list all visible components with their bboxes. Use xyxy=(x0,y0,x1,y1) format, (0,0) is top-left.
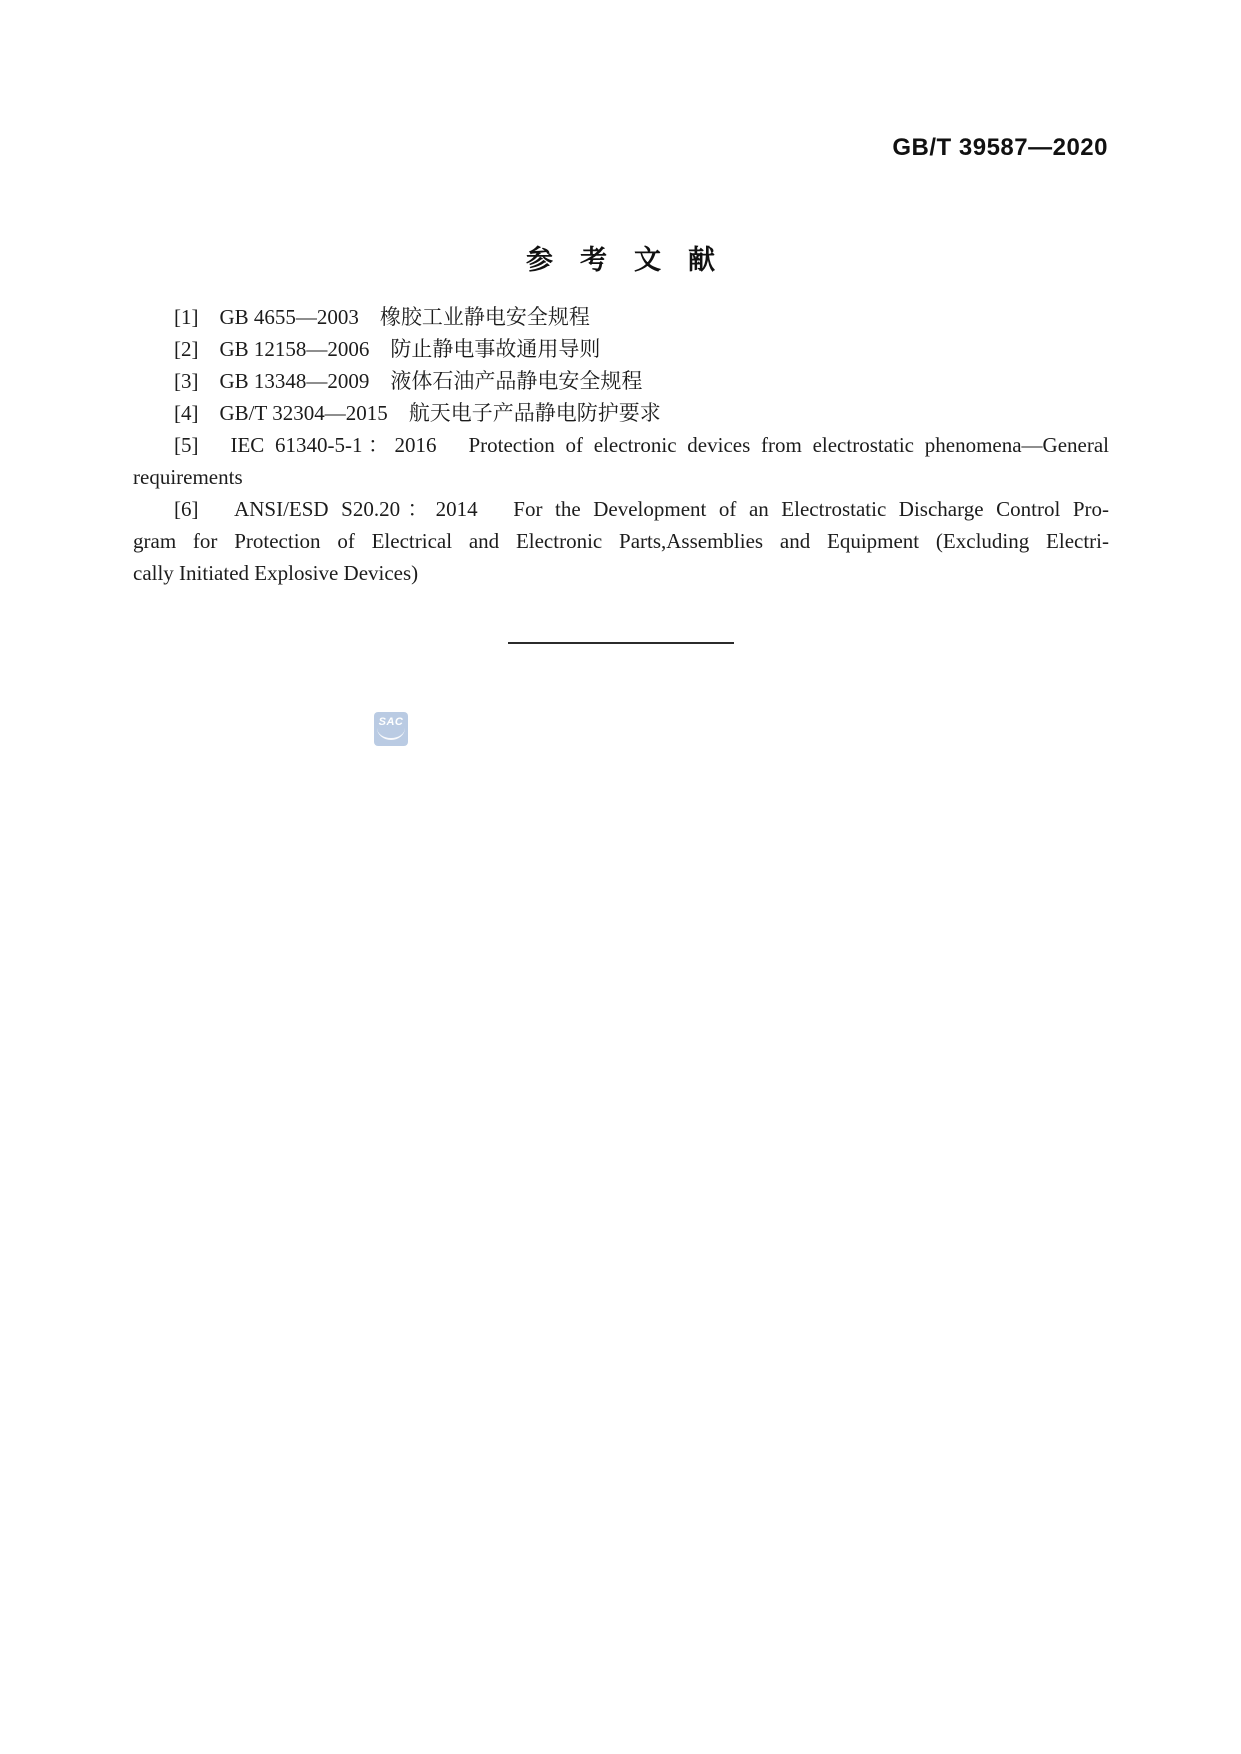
page-title: 参 考 文 献 xyxy=(526,245,715,275)
reference-line: [6] ANSI/ESD S20.20：2014 For the Development of an Electrostatic Discharge Control Pro- xyxy=(174,497,1109,521)
reference-line: cally Initiated Explosive Devices) xyxy=(133,561,419,585)
reference-line: [1] GB 4655—2003 橡胶工业静电安全规程 xyxy=(174,305,590,329)
reference-line: [3] GB 13348—2009 液体石油产品静电安全规程 xyxy=(174,369,643,393)
sac-watermark-label: SAC xyxy=(378,716,404,728)
reference-line: [5] IEC 61340-5-1：2016 Protection of electronic devices from electrostatic phenomena—General xyxy=(174,433,1109,457)
end-of-document-rule xyxy=(508,642,734,644)
reference-line: [2] GB 12158—2006 防止静电事故通用导则 xyxy=(174,337,601,361)
sac-watermark-logo xyxy=(374,712,408,746)
sac-watermark-swoosh-icon xyxy=(377,728,405,740)
reference-line: [4] GB/T 32304—2015 航天电子产品静电防护要求 xyxy=(174,401,661,425)
reference-line: gram for Protection of Electrical and Electronic Parts,Assemblies and Equipment (Excluding Electri- xyxy=(133,529,1109,553)
standard-code-header: GB/T 39587—2020 xyxy=(892,134,1108,161)
reference-list xyxy=(133,301,1109,589)
reference-line: requirements xyxy=(133,465,243,489)
